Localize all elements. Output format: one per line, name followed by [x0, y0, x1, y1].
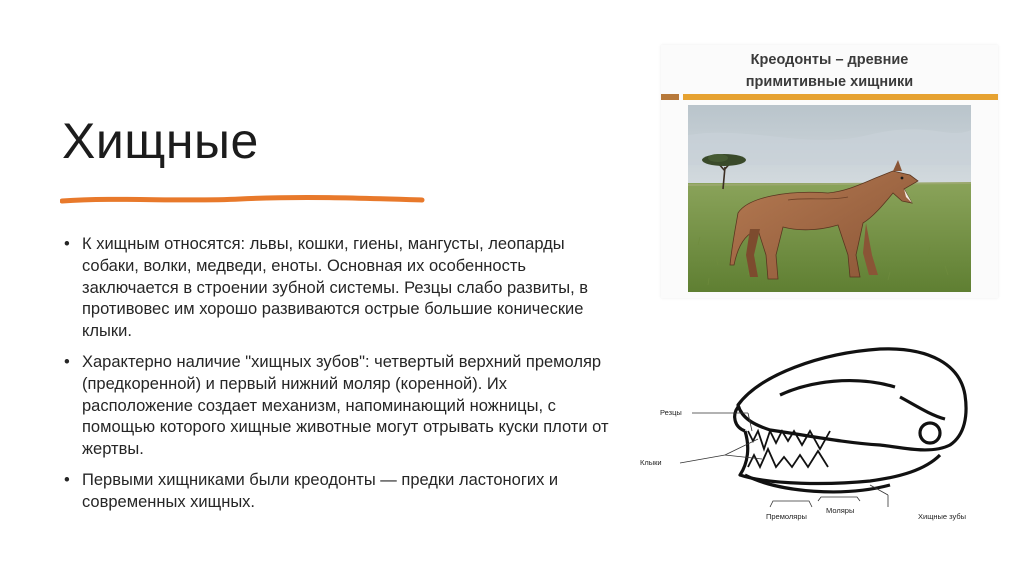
lower-teeth: [748, 449, 828, 467]
bullet-dot-icon: •: [64, 352, 70, 371]
creodont-title-line-2: примитивные хищники: [745, 74, 914, 90]
bullet-text: Характерно наличие "хищных зубов": четвертый верхний премоляр (предкоренной) и первый нижний моляр (коренной). Их расположение создает механизм, напоминающий ножницы, с помощью которого хищные животные могут отрывать куски плоти от жертвы.: [82, 352, 609, 459]
creodont-illustration: [688, 105, 971, 292]
label-canines: Клыки: [640, 458, 662, 467]
bullet-text: Первыми хищниками были креодонты — предки ластоногих и современных хищных.: [82, 470, 559, 511]
creodont-figure-title: [661, 49, 998, 93]
bullet-list: [62, 234, 622, 523]
creodont-figure: [661, 45, 998, 298]
bullet-item: [62, 234, 622, 343]
label-premolars: Премоляры: [766, 512, 807, 521]
bullet-item: [62, 352, 622, 461]
label-molars: Моляры: [826, 506, 855, 515]
bullet-text: К хищным относятся: львы, кошки, гиены, мангусты, леопарды собаки, волки, медведи, еноты. Основная их особенность заключается в строении зубной системы. Резцы слабо развиты, в противовес им хорошо развиваются острые большие конические клыки.: [82, 235, 589, 341]
bullet-dot-icon: •: [64, 235, 70, 253]
label-incisors: Резцы: [660, 408, 682, 417]
skull-outline: [735, 349, 966, 492]
creodont-title-line-1: Креодонты – древние: [750, 52, 909, 68]
bullet-dot-icon: •: [64, 470, 70, 489]
title-underline: [60, 192, 426, 208]
title-accent-bar-left: [661, 94, 679, 100]
title-accent-bar: [683, 94, 998, 100]
slide-title: Хищные: [62, 113, 259, 169]
bullet-item: [62, 470, 622, 514]
label-leader-lines: [680, 413, 888, 507]
skull-diagram: [630, 335, 1010, 525]
label-carnassials: Хищные зубы: [918, 512, 967, 521]
